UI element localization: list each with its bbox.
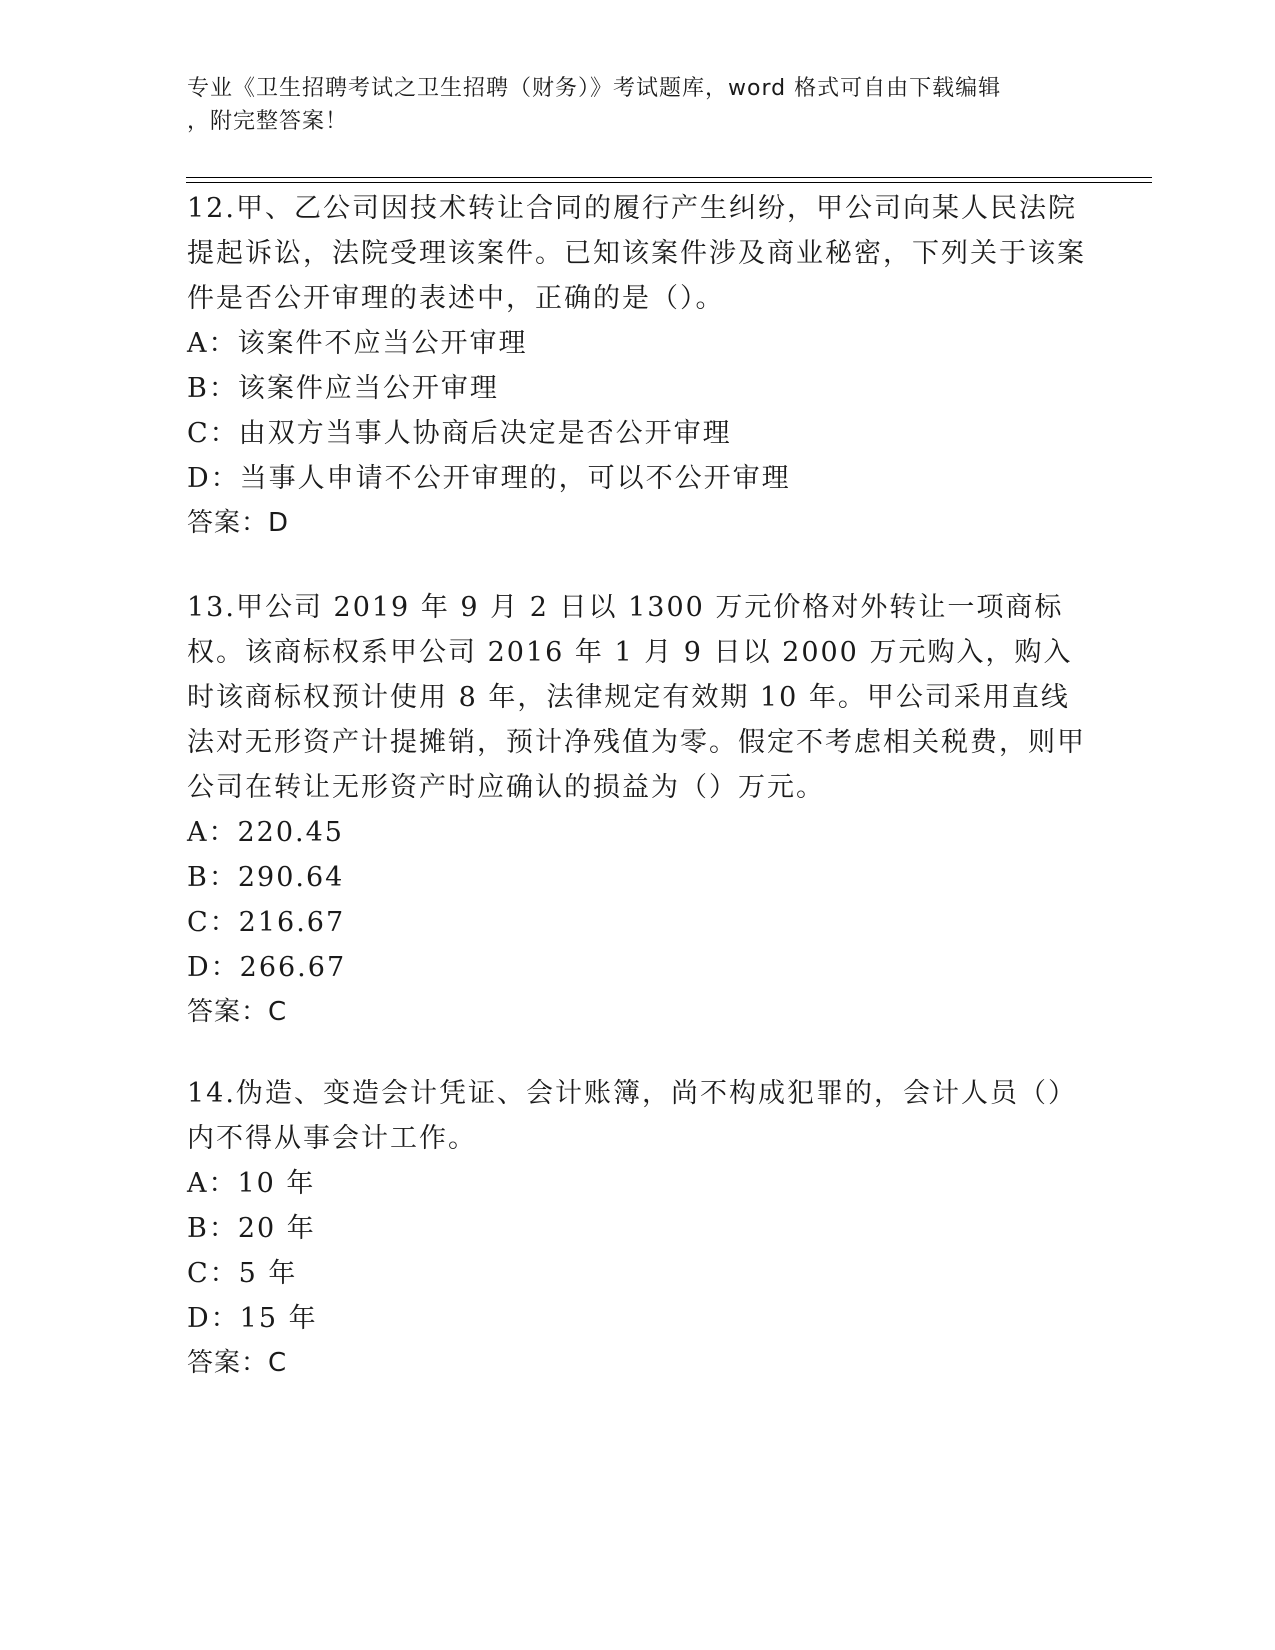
header-divider-bottom — [186, 182, 1152, 183]
option-c: C：由双方当事人协商后决定是否公开审理 — [187, 418, 732, 449]
option-c: C：5 年 — [187, 1258, 298, 1289]
option-a: A：220.45 — [187, 817, 344, 848]
question-stem: 14.伪造、变造会计凭证、会计账簿，尚不构成犯罪的，会计人员（）内不得从事会计工作。 — [187, 1078, 1077, 1154]
answer: 答案：D — [187, 508, 290, 538]
question-13 — [187, 585, 1087, 1035]
header-line-2: ，附完整答案！ — [187, 109, 349, 134]
question-stem: 13.甲公司 2019 年 9 月 2 日以 1300 万元价格对外转让一项商标权。该商标权系甲公司 2016 年 1 月 9 日以 2000 万元购入，购入时该商标权预计使用 8 年，法律规定有效期 10 年。甲公司采用直线法对无形资产计提摊销，预计净残值为零。假定不考虑相关税费，则甲公司在转让无形资产时应确认的损益为（）万元。 — [187, 592, 1086, 803]
option-d: D：15 年 — [187, 1303, 318, 1334]
document-header — [187, 72, 1067, 138]
option-c: C：216.67 — [187, 907, 346, 938]
option-d: D：266.67 — [187, 952, 347, 983]
answer: 答案：C — [187, 1348, 288, 1378]
option-b: B：该案件应当公开审理 — [187, 373, 499, 404]
option-b: B：290.64 — [187, 862, 345, 893]
question-stem: 12.甲、乙公司因技术转让合同的履行产生纠纷，甲公司向某人民法院提起诉讼，法院受理该案件。已知该案件涉及商业秘密，下列关于该案件是否公开审理的表述中，正确的是（）。 — [187, 193, 1086, 314]
question-14 — [187, 1071, 1087, 1386]
answer: 答案：C — [187, 997, 288, 1027]
question-12 — [187, 186, 1087, 546]
header-divider-top — [186, 177, 1152, 178]
option-a: A：10 年 — [187, 1168, 316, 1199]
option-b: B：20 年 — [187, 1213, 316, 1244]
option-a: A：该案件不应当公开审理 — [187, 328, 528, 359]
header-line-1: 专业《卫生招聘考试之卫生招聘（财务）》考试题库，word 格式可自由下载编辑 — [187, 76, 1002, 101]
option-d: D：当事人申请不公开审理的，可以不公开审理 — [187, 463, 791, 494]
